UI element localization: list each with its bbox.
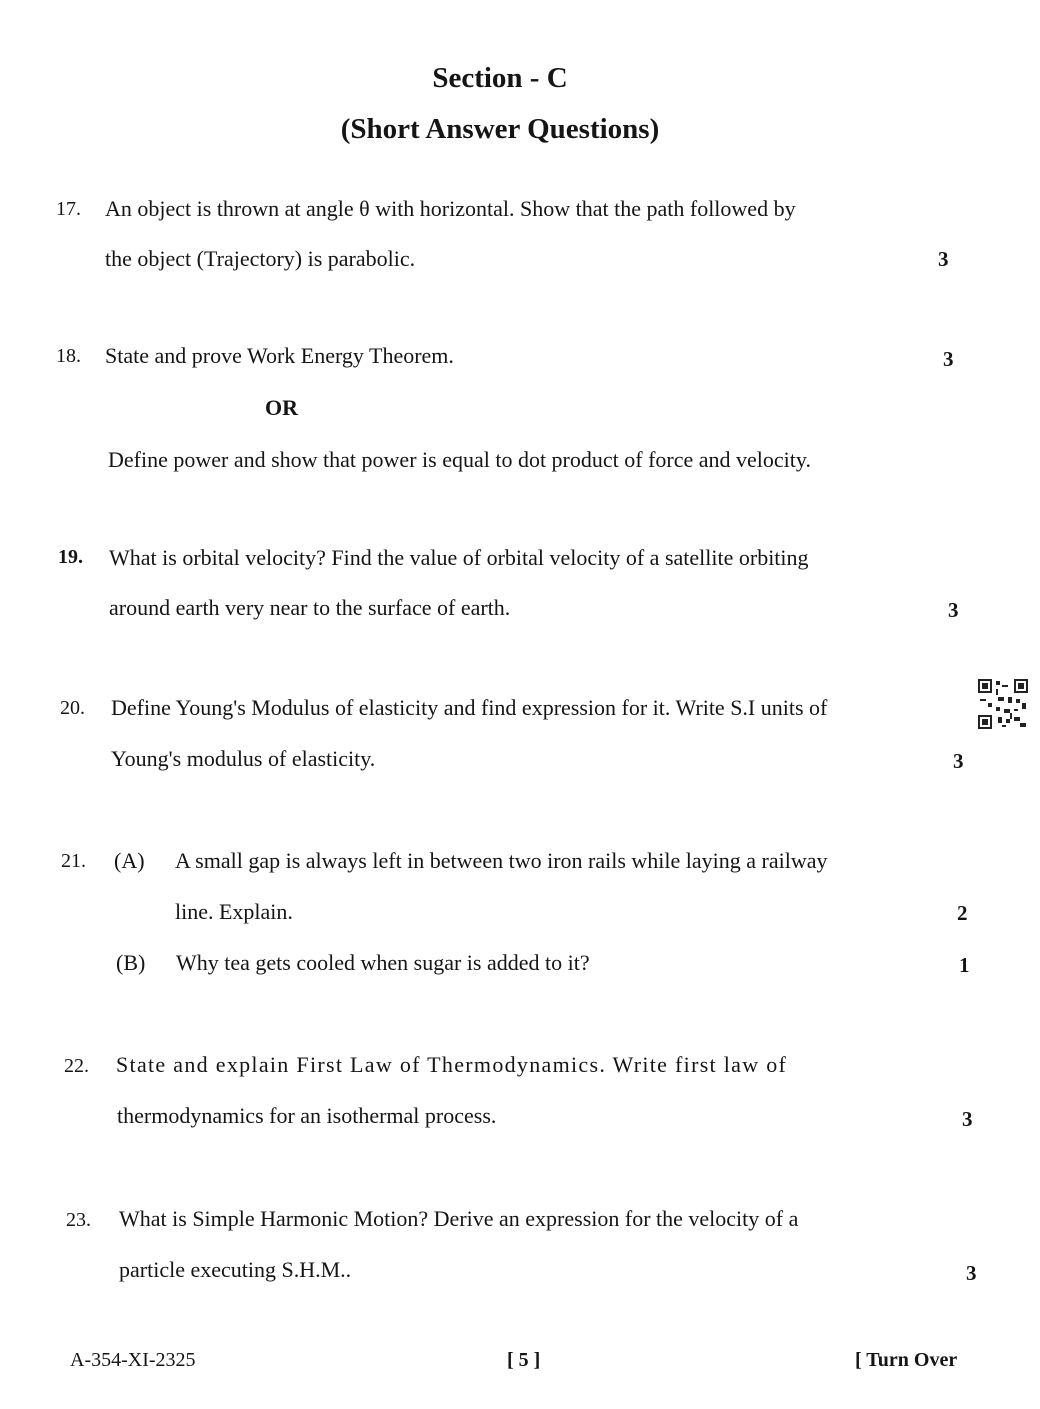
question-text: What is orbital velocity? Find the value of orbital velocity of a satellite orbiting xyxy=(109,545,809,570)
marks: 3 xyxy=(953,749,964,773)
question-text: What is Simple Harmonic Motion? Derive an expression for the velocity of a xyxy=(119,1206,799,1231)
question-text: the object (Trajectory) is parabolic. xyxy=(105,246,416,271)
question-number: 23. xyxy=(66,1209,91,1231)
question-number: 17. xyxy=(56,198,81,220)
question-text-alternative: Define power and show that power is equal to dot product of force and velocity. xyxy=(108,447,811,472)
part-label: (A) xyxy=(114,848,145,873)
question-text: A small gap is always left in between two iron rails while laying a railway xyxy=(175,848,828,873)
or-separator: OR xyxy=(265,395,298,420)
page-number: [ 5 ] xyxy=(507,1349,541,1371)
question-text: Why tea gets cooled when sugar is added to it? xyxy=(176,950,590,975)
question-text: State and explain First Law of Thermodynamics. Write first law of xyxy=(116,1052,788,1077)
qr-code-icon xyxy=(978,679,1028,729)
question-text: State and prove Work Energy Theorem. xyxy=(105,343,454,368)
question-text: line. Explain. xyxy=(175,899,293,924)
question-number: 18. xyxy=(56,345,81,367)
marks: 3 xyxy=(962,1107,973,1131)
question-number: 21. xyxy=(61,850,86,872)
question-text: thermodynamics for an isothermal process. xyxy=(117,1103,497,1128)
part-label: (B) xyxy=(116,950,146,975)
marks: 3 xyxy=(943,347,954,371)
question-number: 20. xyxy=(60,697,85,719)
question-text: around earth very near to the surface of earth. xyxy=(109,595,511,620)
question-text: particle executing S.H.M.. xyxy=(119,1257,352,1282)
marks: 3 xyxy=(948,598,959,622)
marks: 2 xyxy=(957,901,968,925)
question-text: Young's modulus of elasticity. xyxy=(111,746,376,771)
turn-over-note: [ Turn Over xyxy=(855,1349,958,1371)
marks: 3 xyxy=(938,247,949,271)
question-number: 19. xyxy=(58,546,83,568)
question-text: Define Young's Modulus of elasticity and find expression for it. Write S.I units of xyxy=(111,695,828,720)
marks: 3 xyxy=(966,1261,977,1285)
section-subtitle: (Short Answer Questions) xyxy=(340,113,660,145)
section-title: Section - C xyxy=(432,62,568,94)
question-text: An object is thrown at angle θ with horizontal. Show that the path followed by xyxy=(105,196,796,221)
paper-code: A-354-XI-2325 xyxy=(70,1349,196,1371)
marks: 1 xyxy=(959,953,970,977)
question-number: 22. xyxy=(64,1055,89,1077)
